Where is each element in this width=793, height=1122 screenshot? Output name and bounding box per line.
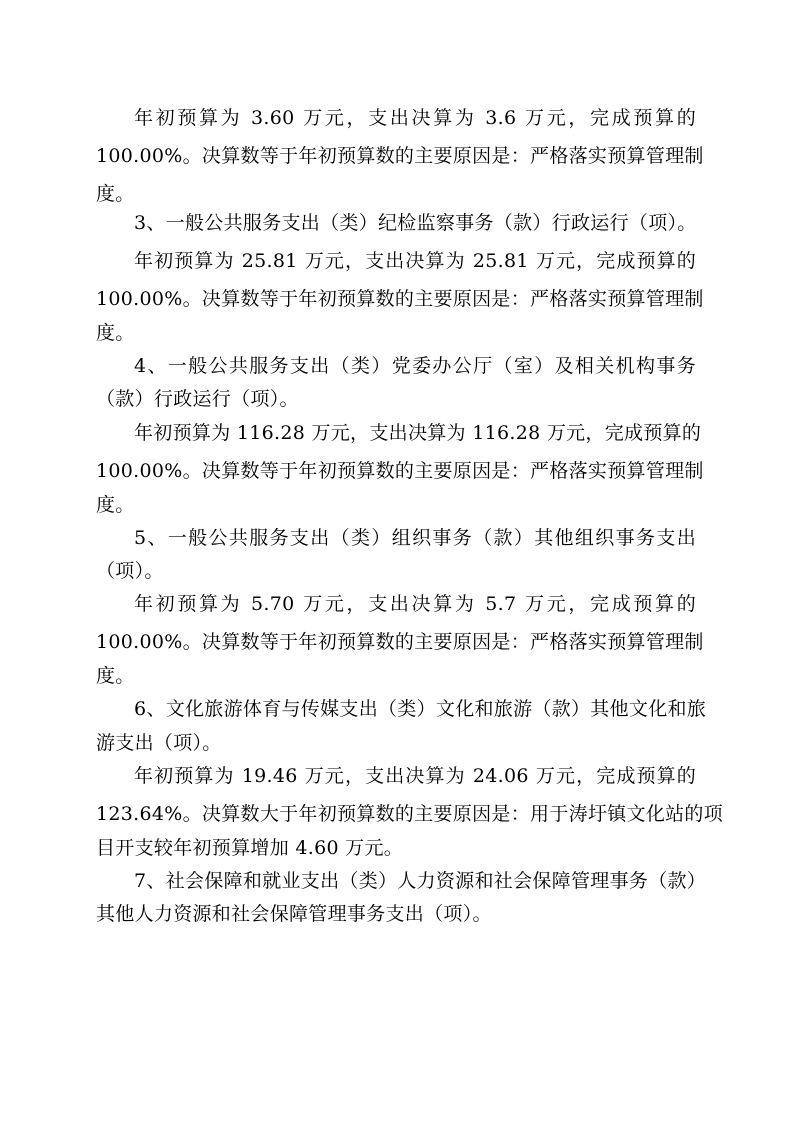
paragraph-line: 年初预算为 116.28 万元，支出决算为 116.28 万元，完成预算的 [134, 422, 702, 444]
section-heading: 6、文化旅游体育与传媒支出（类）文化和旅游（款）其他文化和旅 [134, 698, 707, 720]
paragraph-line: 年初预算为 19.46 万元，支出决算为 24.06 万元，完成预算的 [134, 765, 696, 787]
paragraph-line: 年初预算为 5.70 万元，支出决算为 5.7 万元，完成预算的 [134, 593, 696, 615]
paragraph-line: 100.00%。决算数等于年初预算数的主要原因是：严格落实预算管理制 [96, 288, 704, 310]
paragraph-line: 度。 [96, 183, 135, 205]
section-heading: 3、一般公共服务支出（类）纪检监察事务（款）行政运行（项）。 [134, 212, 697, 234]
paragraph-line: 度。 [96, 665, 135, 687]
paragraph-line: 100.00%。决算数等于年初预算数的主要原因是：严格落实预算管理制 [96, 631, 704, 653]
section-heading: （款）行政运行（项）。 [96, 388, 299, 410]
section-heading: 4、一般公共服务支出（类）党委办公厅（室）及相关机构事务 [134, 355, 696, 377]
section-heading: 其他人力资源和社会保障管理事务支出（项）。 [96, 903, 492, 925]
paragraph-line: 度。 [96, 494, 135, 516]
paragraph-line: 年初预算为 25.81 万元，支出决算为 25.81 万元，完成预算的 [134, 250, 696, 272]
paragraph-line: 年初预算为 3.60 万元，支出决算为 3.6 万元，完成预算的 [134, 107, 696, 129]
section-heading: 7、社会保障和就业支出（类）人力资源和社会保障管理事务（款） [134, 870, 707, 892]
paragraph-line: 123.64%。决算数大于年初预算数的主要原因是：用于涛圩镇文化站的项 [96, 803, 724, 825]
paragraph-line: 度。 [96, 322, 135, 344]
section-heading: 5、一般公共服务支出（类）组织事务（款）其他组织事务支出 [134, 527, 696, 549]
section-heading: （项）。 [96, 560, 164, 582]
paragraph-line: 目开支较年初预算增加 4.60 万元。 [96, 837, 404, 859]
section-heading: 游支出（项）。 [96, 732, 222, 754]
paragraph-line: 100.00%。决算数等于年初预算数的主要原因是：严格落实预算管理制 [96, 145, 704, 167]
paragraph-line: 100.00%。决算数等于年初预算数的主要原因是：严格落实预算管理制 [96, 460, 704, 482]
